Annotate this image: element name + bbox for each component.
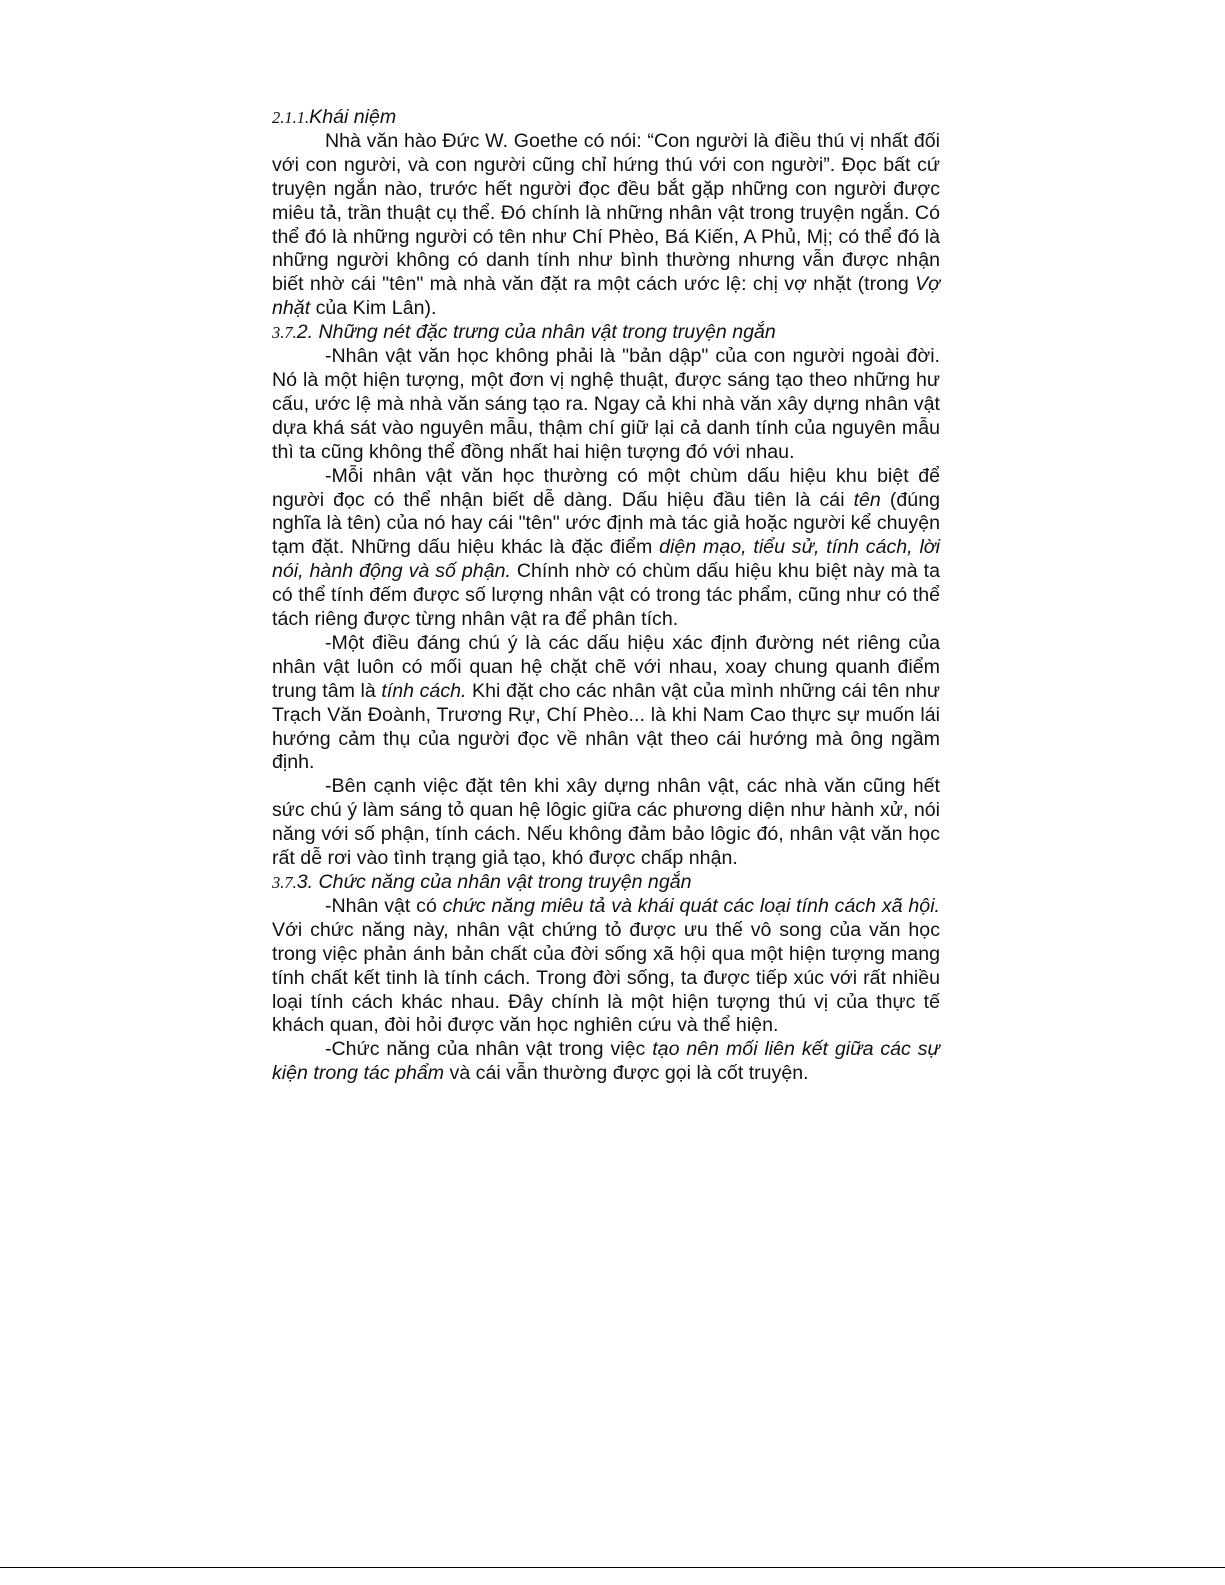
italic-run: tạo nên mối liên kết giữa các sự kiện trong tác phẩm xyxy=(272,1038,940,1085)
paragraph xyxy=(272,465,940,632)
italic-run: diện mạo, tiểu sử, tính cách, lời nói, hành động và số phận. xyxy=(272,536,940,583)
section xyxy=(272,321,940,871)
section-heading xyxy=(272,871,940,895)
italic-run: tính cách. xyxy=(381,679,467,702)
section-number: 3.7. xyxy=(272,873,297,892)
section-number: 3.7. xyxy=(272,323,297,343)
text-run: và cái vẫn thường được gọi là cốt truyện. xyxy=(444,1062,809,1085)
text-run: Nhà văn hào Đức W. Goethe có nói: “Con người là điều thú vị nhất đối với con người, và con người cũng chỉ hứng thú với con người”. Đọc bất cứ truyện ngắn nào, trước hết người đọc đều bắt gặp những con người được miêu tả, trần thuật cụ thể. Đó chính là những nhân vật trong truyện ngắn. Có thể đó là những người có tên như Chí Phèo, Bá Kiến, A Phủ, Mị; có thể đó là những người không có danh tính như bình thường nhưng vẫn được nhận biết nhờ cái "tên" mà nhà văn đặt ra một cách ước lệ: chị vợ nhặt (trong xyxy=(272,129,940,296)
page-bottom-rule xyxy=(0,1567,1225,1568)
text-run: -Một điều đáng chú ý là các dấu hiệu xác định đường nét riêng của nhân vật luôn có mối quan hệ chặt chẽ với nhau, xoay chung quanh điểm trung tâm là xyxy=(272,631,940,702)
paragraph xyxy=(272,1038,940,1086)
paragraph xyxy=(272,775,940,871)
section-title: 3. Chức năng của nhân vật trong truyện ngắn xyxy=(296,871,692,893)
section-heading xyxy=(272,321,940,345)
text-run: Khi đặt cho các nhân vật của mình những cái tên như Trạch Văn Đoành, Trương Rự, Chí Phèo... là khi Nam Cao thực sự muốn lái hướng cảm thụ của người đọc về nhân vật theo cái hướng mà ông ngầm định. xyxy=(272,679,940,774)
section-title: Khái niệm xyxy=(309,106,397,128)
text-run: (đúng nghĩa là tên) của nó hay cái "tên" ước định mà tác giả hoặc người kể chuyện tạm đặt. Những dấu hiệu khác là đặc điểm xyxy=(272,488,940,559)
section-title: 2. Những nét đặc trưng của nhân vật trong truyện ngắn xyxy=(296,321,776,344)
paragraph xyxy=(272,130,940,321)
text-run: -Bên cạnh việc đặt tên khi xây dựng nhân vật, các nhà văn cũng hết sức chú ý làm sáng tỏ quan hệ lôgic giữa các phương diện như hành xử, nói năng với số phận, tính cách. Nếu không đảm bảo lôgic đó, nhân vật văn học rất dễ rơi vào tình trạng giả tạo, khó được chấp nhận. xyxy=(272,775,940,870)
text-run: Chính nhờ có chùm dấu hiệu khu biệt này mà ta có thể tính đếm được số lượng nhân vật có trong tác phẩm, cũng như có thể tách riêng được từng nhân vật ra để phân tích. xyxy=(272,560,940,631)
paragraph xyxy=(272,632,940,775)
paragraph xyxy=(272,345,940,465)
text-run: Với chức năng này, nhân vật chứng tỏ được ưu thế vô song của văn học trong việc phản ánh bản chất của đời sống xã hội qua một hiện tượng mang tính chất kết tinh là tính cách. Trong đời sống, ta được tiếp xúc với rất nhiều loại tính cách khác nhau. Đây chính là một hiện tượng thú vị của thực tế khách quan, đòi hỏi được văn học nghiên cứu và thể hiện. xyxy=(272,918,940,1037)
section xyxy=(272,871,940,1086)
text-run: -Chức năng của nhân vật trong việc xyxy=(325,1038,653,1061)
section-heading xyxy=(272,106,940,130)
text-run: của Kim Lân). xyxy=(310,297,437,320)
paragraph xyxy=(272,895,940,1038)
document-page xyxy=(272,106,940,1086)
text-run: -Nhân vật có xyxy=(325,894,443,917)
text-run: -Mỗi nhân vật văn học thường có một chùm dấu hiệu khu biệt để người đọc có thể nhận biết dễ dàng. Dấu hiệu đầu tiên là cái xyxy=(272,464,940,511)
text-run: -Nhân vật văn học không phải là "bản dập" của con người ngoài đời. Nó là một hiện tượng, một đơn vị nghệ thuật, được sáng tạo theo những hư cấu, ước lệ mà nhà văn sáng tạo ra. Ngay cả khi nhà văn xây dựng nhân vật dựa khá sát vào nguyên mẫu, thậm chí giữ lại cả danh tính của nguyên mẫu thì ta cũng không thể đồng nhất hai hiện tượng đó với nhau. xyxy=(272,345,940,463)
italic-run: tên xyxy=(853,488,881,511)
italic-run: Vợ nhặt xyxy=(272,273,940,320)
section xyxy=(272,106,940,321)
italic-run: chức năng miêu tả và khái quát các loại tính cách xã hội. xyxy=(442,894,940,917)
section-number: 2.1.1. xyxy=(272,108,310,127)
